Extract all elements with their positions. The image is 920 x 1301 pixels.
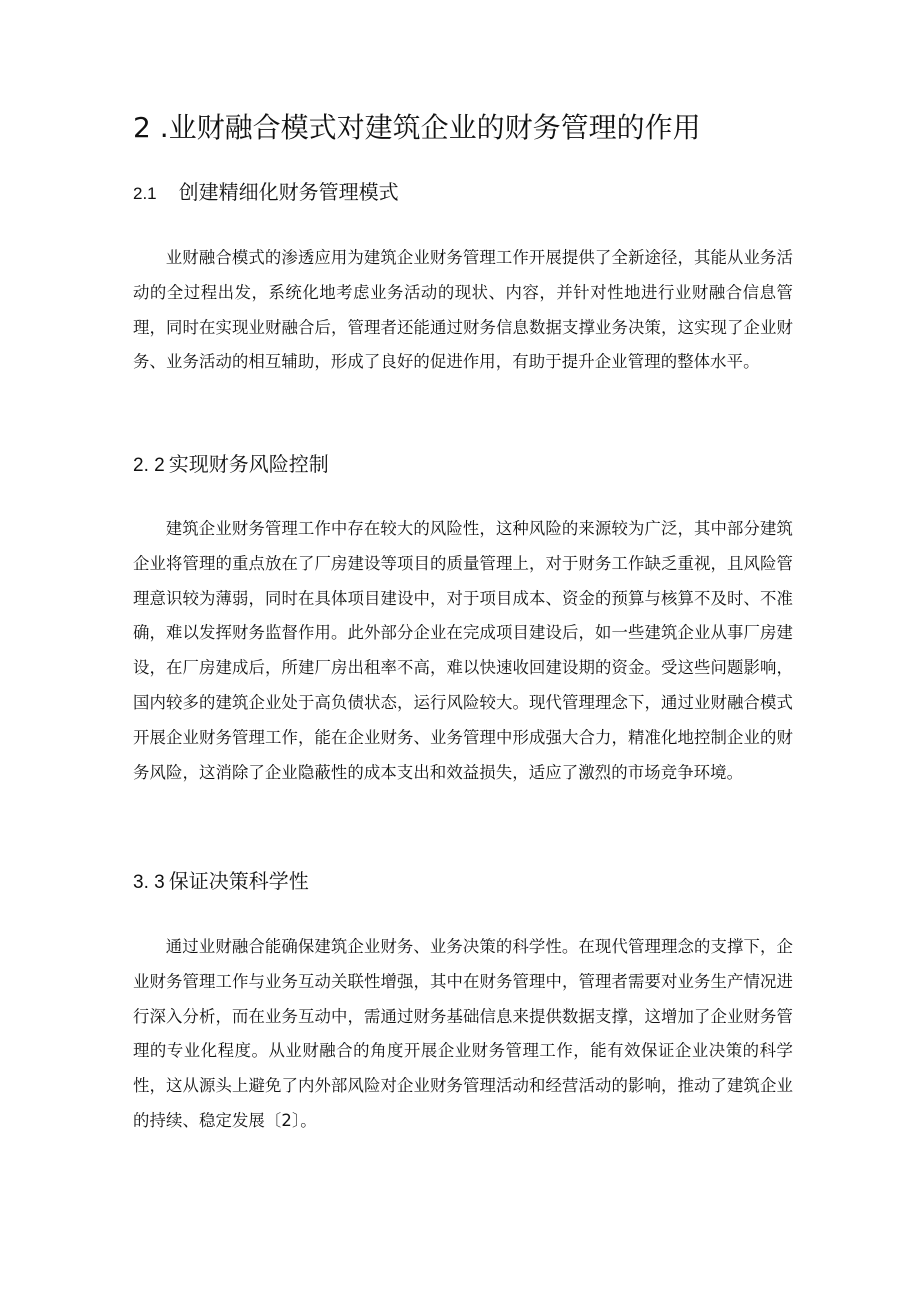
- section-number: 3. 3: [133, 872, 165, 893]
- section-title: 实现财务风险控制: [168, 452, 329, 476]
- section-heading-2-2: [133, 450, 329, 480]
- section-paragraph: 业财融合模式的渗透应用为建筑企业财务管理工作开展提供了全新途径，其能从业务活动的全过程出发，系统化地考虑业务活动的现状、内容，并针对性地进行业财融合信息管理，同时在实现业财融合后，管理者还能通过财务信息数据支撑业务决策，这实现了企业财务、业务活动的相互辅助，形成了良好的促进作用，有助于提升企业管理的整体水平。: [133, 248, 793, 372]
- section-paragraph: 建筑企业财务管理工作中存在较大的风险性，这种风险的来源较为广泛，其中部分建筑企业将管理的重点放在了厂房建设等项目的质量管理上，对于财务工作缺乏重视，且风险管理意识较为薄弱，同时在具体项目建设中，对于项目成本、资金的预算与核算不及时、不准确，难以发挥财务监督作用。此外部分企业在完成项目建设后，如一些建筑企业从事厂房建设，在厂房建成后，所建厂房出租率不高，难以快速收回建设期的资金。受这些问题影响，国内较多的建筑企业处于高负债状态，运行风险较大。现代管理理念下，通过业财融合模式开展企业财务管理工作，能在企业财务、业务管理中形成强大合力，精准化地控制企业的财务风险，这消除了企业隐蔽性的成本支出和效益损失，适应了激烈的市场竞争环境。: [133, 519, 793, 782]
- section-heading-2-1: [133, 178, 399, 208]
- document-title: 2 .业财融合模式对建筑企业的财务管理的作用: [133, 111, 701, 144]
- section-paragraph: 通过业财融合能确保建筑企业财务、业务决策的科学性。在现代管理理念的支撑下，企业财务管理工作与业务互动关联性增强，其中在财务管理中，管理者需要对业务生产情况进行深入分析，而在业务互动中，需通过财务基础信息来提供数据支撑，这增加了企业财务管理的专业化程度。从业财融合的角度开展企业财务管理工作，能有效保证企业决策的科学性，这从源头上避免了内外部风险对企业财务管理活动和经营活动的影响，推动了建筑企业的持续、稳定发展〔2〕。: [133, 937, 793, 1130]
- section-title: 创建精细化财务管理模式: [178, 180, 399, 204]
- section-number: 2.1: [133, 184, 157, 203]
- section-number: 2. 2: [133, 455, 165, 476]
- section-title: 保证决策科学性: [168, 869, 309, 893]
- section-heading-3-3: [133, 867, 309, 897]
